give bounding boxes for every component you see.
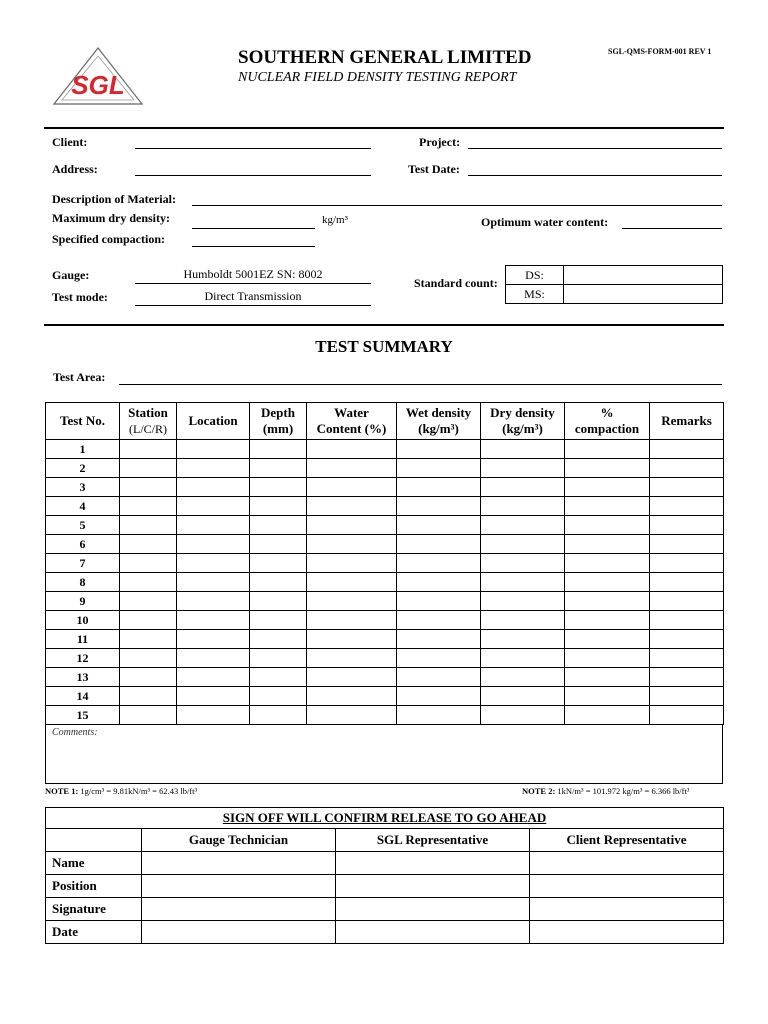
cell-location[interactable] <box>177 687 250 706</box>
cell-dry-density[interactable] <box>481 478 565 497</box>
cell-water-content[interactable] <box>307 497 397 516</box>
cell-water-content[interactable] <box>307 611 397 630</box>
note-2 <box>522 786 689 796</box>
cell-depth[interactable] <box>250 668 307 687</box>
client-field[interactable] <box>135 148 371 149</box>
cell-water-content[interactable] <box>307 592 397 611</box>
cell-dry-density[interactable] <box>481 668 565 687</box>
cell-percent-compaction[interactable] <box>565 459 650 478</box>
signoff-cell[interactable] <box>336 875 530 898</box>
cell-location[interactable] <box>177 592 250 611</box>
cell-water-content[interactable] <box>307 573 397 592</box>
note-1 <box>45 786 197 796</box>
signoff-cell[interactable] <box>530 875 724 898</box>
cell-station[interactable] <box>120 573 177 592</box>
cell-station[interactable] <box>120 440 177 459</box>
cell-dry-density[interactable] <box>481 516 565 535</box>
table-row <box>46 497 724 516</box>
signoff-header-row <box>46 829 724 852</box>
cell-location[interactable] <box>177 535 250 554</box>
cell-remarks[interactable] <box>650 497 724 516</box>
cell-wet-density[interactable] <box>397 459 481 478</box>
cell-dry-density[interactable] <box>481 706 565 725</box>
cell-wet-density[interactable] <box>397 592 481 611</box>
cell-dry-density[interactable] <box>481 459 565 478</box>
cell-percent-compaction[interactable] <box>565 440 650 459</box>
signoff-corner-cell <box>46 829 142 852</box>
cell-wet-density[interactable] <box>397 516 481 535</box>
cell-percent-compaction[interactable] <box>565 573 650 592</box>
cell-percent-compaction[interactable] <box>565 478 650 497</box>
column-header-station <box>120 403 177 440</box>
gauge-value: Humboldt 5001EZ SN: 8002 <box>183 267 323 281</box>
table-row <box>46 535 724 554</box>
row-number: 4 <box>46 497 120 516</box>
column-header-dry-density <box>481 403 565 440</box>
cell-remarks[interactable] <box>650 573 724 592</box>
cell-dry-density[interactable] <box>481 554 565 573</box>
max-dry-density-field[interactable] <box>192 228 315 229</box>
table-row <box>46 573 724 592</box>
cell-remarks[interactable] <box>650 611 724 630</box>
signoff-cell[interactable] <box>530 898 724 921</box>
cell-dry-density[interactable] <box>481 592 565 611</box>
logo-text: SGL <box>71 70 125 100</box>
max-dry-density-unit: kg/m³ <box>322 214 348 226</box>
row-number: 10 <box>46 611 120 630</box>
row-number: 15 <box>46 706 120 725</box>
row-number: 6 <box>46 535 120 554</box>
row-number: 12 <box>46 649 120 668</box>
row-number: 8 <box>46 573 120 592</box>
cell-station[interactable] <box>120 478 177 497</box>
cell-wet-density[interactable] <box>397 687 481 706</box>
column-header-remarks <box>650 403 724 440</box>
column-header-percent-compaction <box>565 403 650 440</box>
test-mode-label: Test mode: <box>52 290 108 304</box>
row-number: 3 <box>46 478 120 497</box>
cell-wet-density[interactable] <box>397 706 481 725</box>
note-1-text: 1g/cm³ = 9.81kN/m³ = 62.43 lb/ft³ <box>80 786 198 796</box>
cell-depth[interactable] <box>250 630 307 649</box>
cell-percent-compaction[interactable] <box>565 611 650 630</box>
cell-remarks[interactable] <box>650 592 724 611</box>
cell-station[interactable] <box>120 535 177 554</box>
cell-dry-density[interactable] <box>481 687 565 706</box>
address-field[interactable] <box>135 175 371 176</box>
column-header-main: Wet density <box>405 405 472 420</box>
cell-depth[interactable] <box>250 573 307 592</box>
test-summary-table <box>45 402 724 725</box>
signoff-cell[interactable] <box>530 852 724 875</box>
column-header-depth <box>250 403 307 440</box>
header-divider <box>44 127 724 129</box>
table-row <box>46 687 724 706</box>
cell-station[interactable] <box>120 592 177 611</box>
cell-depth[interactable] <box>250 592 307 611</box>
cell-percent-compaction[interactable] <box>565 630 650 649</box>
column-header-test-no <box>46 403 120 440</box>
signoff-cell[interactable] <box>336 898 530 921</box>
cell-water-content[interactable] <box>307 478 397 497</box>
section-divider <box>44 324 724 326</box>
form-code: SGL-QMS-FORM-001 REV 1 <box>608 47 712 56</box>
row-number: 9 <box>46 592 120 611</box>
column-header-main: Remarks <box>661 413 712 428</box>
cell-station[interactable] <box>120 516 177 535</box>
optimum-water-label: Optimum water content: <box>481 215 609 229</box>
signoff-cell[interactable] <box>142 852 336 875</box>
cell-water-content[interactable] <box>307 440 397 459</box>
cell-location[interactable] <box>177 497 250 516</box>
note-2-text: 1kN/m³ = 101.972 kg/m³ = 6.366 lb/ft³ <box>557 786 690 796</box>
cell-location[interactable] <box>177 573 250 592</box>
client-label: Client: <box>52 135 88 149</box>
description-field[interactable] <box>192 205 722 206</box>
cell-depth[interactable] <box>250 497 307 516</box>
test-mode-field[interactable] <box>135 305 371 306</box>
column-header-main: Depth <box>261 405 295 420</box>
project-label: Project: <box>419 135 461 149</box>
cell-depth[interactable] <box>250 554 307 573</box>
cell-station[interactable] <box>120 497 177 516</box>
signoff-row <box>46 852 724 875</box>
cell-depth[interactable] <box>250 440 307 459</box>
cell-wet-density[interactable] <box>397 535 481 554</box>
signoff-cell[interactable] <box>142 875 336 898</box>
cell-location[interactable] <box>177 649 250 668</box>
ms-field[interactable] <box>564 285 723 304</box>
cell-water-content[interactable] <box>307 459 397 478</box>
column-header-sub: Content (%) <box>316 421 387 436</box>
cell-dry-density[interactable] <box>481 611 565 630</box>
cell-water-content[interactable] <box>307 687 397 706</box>
description-label: Description of Material: <box>52 192 176 206</box>
cell-percent-compaction[interactable] <box>565 497 650 516</box>
table-row <box>46 649 724 668</box>
cell-dry-density[interactable] <box>481 649 565 668</box>
company-logo <box>52 46 144 106</box>
cell-depth[interactable] <box>250 478 307 497</box>
signoff-table <box>45 807 724 944</box>
cell-depth[interactable] <box>250 706 307 725</box>
cell-dry-density[interactable] <box>481 497 565 516</box>
row-number: 13 <box>46 668 120 687</box>
column-header-sub: (mm) <box>262 421 294 436</box>
cell-wet-density[interactable] <box>397 440 481 459</box>
standard-count-label: Standard count: <box>414 276 498 290</box>
cell-wet-density[interactable] <box>397 478 481 497</box>
cell-percent-compaction[interactable] <box>565 649 650 668</box>
note-1-label: NOTE 1: <box>45 786 79 796</box>
cell-dry-density[interactable] <box>481 630 565 649</box>
cell-remarks[interactable] <box>650 649 724 668</box>
column-header-main: Station <box>128 405 168 420</box>
cell-station[interactable] <box>120 649 177 668</box>
cell-station[interactable] <box>120 554 177 573</box>
signoff-cell[interactable] <box>142 921 336 944</box>
test-area-label: Test Area: <box>53 370 106 384</box>
row-number: 2 <box>46 459 120 478</box>
cell-percent-compaction[interactable] <box>565 668 650 687</box>
row-number: 11 <box>46 630 120 649</box>
table-row <box>46 516 724 535</box>
cell-station[interactable] <box>120 668 177 687</box>
column-header-sub: (L/C/R) <box>129 422 167 436</box>
project-field[interactable] <box>468 148 722 149</box>
cell-location[interactable] <box>177 478 250 497</box>
column-header-sub: compaction <box>574 421 640 436</box>
cell-location[interactable] <box>177 554 250 573</box>
report-title: NUCLEAR FIELD DENSITY TESTING REPORT <box>238 70 517 85</box>
test-date-field[interactable] <box>468 175 722 176</box>
cell-percent-compaction[interactable] <box>565 516 650 535</box>
signoff-column-header: Gauge Technician <box>142 829 336 852</box>
cell-depth[interactable] <box>250 649 307 668</box>
cell-wet-density[interactable] <box>397 668 481 687</box>
column-header-main: Location <box>188 413 238 428</box>
cell-water-content[interactable] <box>307 649 397 668</box>
cell-remarks[interactable] <box>650 706 724 725</box>
cell-dry-density[interactable] <box>481 535 565 554</box>
table-row <box>46 668 724 687</box>
cell-location[interactable] <box>177 459 250 478</box>
cell-percent-compaction[interactable] <box>565 554 650 573</box>
signoff-cell[interactable] <box>336 852 530 875</box>
cell-location[interactable] <box>177 706 250 725</box>
cell-remarks[interactable] <box>650 516 724 535</box>
test-date-label: Test Date: <box>408 162 460 176</box>
column-header-sub: (kg/m³) <box>502 421 543 436</box>
comments-label: Comments: <box>52 727 98 738</box>
cell-remarks[interactable] <box>650 668 724 687</box>
signoff-cell[interactable] <box>336 921 530 944</box>
cell-wet-density[interactable] <box>397 497 481 516</box>
summary-header-row <box>46 403 724 440</box>
cell-dry-density[interactable] <box>481 573 565 592</box>
max-dry-density-label: Maximum dry density: <box>52 211 170 225</box>
table-row <box>46 478 724 497</box>
cell-remarks[interactable] <box>650 459 724 478</box>
cell-remarks[interactable] <box>650 535 724 554</box>
cell-water-content[interactable] <box>307 630 397 649</box>
column-header-water-content <box>307 403 397 440</box>
cell-wet-density[interactable] <box>397 554 481 573</box>
cell-location[interactable] <box>177 516 250 535</box>
optimum-water-field[interactable] <box>622 228 722 229</box>
cell-remarks[interactable] <box>650 554 724 573</box>
cell-depth[interactable] <box>250 535 307 554</box>
ds-label: DS: <box>506 266 564 285</box>
standard-count-table <box>505 265 723 304</box>
table-row <box>46 459 724 478</box>
cell-wet-density[interactable] <box>397 649 481 668</box>
table-row <box>46 554 724 573</box>
table-row <box>46 706 724 725</box>
signoff-title: SIGN OFF WILL CONFIRM RELEASE TO GO AHEAD <box>46 808 724 829</box>
cell-location[interactable] <box>177 440 250 459</box>
test-summary-title: TEST SUMMARY <box>315 337 453 356</box>
cell-remarks[interactable] <box>650 630 724 649</box>
cell-station[interactable] <box>120 630 177 649</box>
signoff-row-label: Position <box>46 875 142 898</box>
cell-depth[interactable] <box>250 611 307 630</box>
cell-water-content[interactable] <box>307 535 397 554</box>
cell-wet-density[interactable] <box>397 573 481 592</box>
cell-depth[interactable] <box>250 687 307 706</box>
cell-remarks[interactable] <box>650 440 724 459</box>
column-header-main: Water <box>334 405 369 420</box>
specified-compaction-label: Specified compaction: <box>52 232 165 246</box>
cell-dry-density[interactable] <box>481 440 565 459</box>
cell-water-content[interactable] <box>307 516 397 535</box>
cell-station[interactable] <box>120 611 177 630</box>
test-area-field[interactable] <box>119 384 722 385</box>
cell-station[interactable] <box>120 687 177 706</box>
signoff-cell[interactable] <box>530 921 724 944</box>
gauge-label: Gauge: <box>52 268 90 282</box>
comments-box[interactable] <box>45 725 723 784</box>
cell-water-content[interactable] <box>307 554 397 573</box>
cell-wet-density[interactable] <box>397 611 481 630</box>
signoff-row-label: Name <box>46 852 142 875</box>
signoff-row <box>46 921 724 944</box>
signoff-cell[interactable] <box>142 898 336 921</box>
row-number: 7 <box>46 554 120 573</box>
test-mode-value: Direct Transmission <box>204 289 302 303</box>
cell-location[interactable] <box>177 668 250 687</box>
signoff-row <box>46 875 724 898</box>
column-header-wet-density <box>397 403 481 440</box>
cell-wet-density[interactable] <box>397 630 481 649</box>
ms-label: MS: <box>506 285 564 304</box>
table-row <box>46 440 724 459</box>
column-header-main: Dry density <box>490 405 555 420</box>
cell-depth[interactable] <box>250 516 307 535</box>
row-number: 14 <box>46 687 120 706</box>
address-label: Address: <box>52 162 98 176</box>
signoff-column-header: SGL Representative <box>336 829 530 852</box>
signoff-row-label: Signature <box>46 898 142 921</box>
column-header-sub: (kg/m³) <box>418 421 459 436</box>
note-2-label: NOTE 2: <box>522 786 556 796</box>
column-header-main: Test No. <box>59 413 106 428</box>
column-header-location <box>177 403 250 440</box>
cell-station[interactable] <box>120 459 177 478</box>
specified-compaction-field[interactable] <box>192 246 315 247</box>
cell-percent-compaction[interactable] <box>565 592 650 611</box>
cell-water-content[interactable] <box>307 668 397 687</box>
signoff-row-label: Date <box>46 921 142 944</box>
row-number: 1 <box>46 440 120 459</box>
cell-remarks[interactable] <box>650 478 724 497</box>
cell-station[interactable] <box>120 706 177 725</box>
table-row <box>46 630 724 649</box>
cell-location[interactable] <box>177 611 250 630</box>
table-row <box>46 611 724 630</box>
cell-depth[interactable] <box>250 459 307 478</box>
cell-percent-compaction[interactable] <box>565 687 650 706</box>
row-number: 5 <box>46 516 120 535</box>
gauge-field[interactable] <box>135 283 371 284</box>
cell-remarks[interactable] <box>650 687 724 706</box>
ds-field[interactable] <box>564 266 723 285</box>
logo-triangle-icon <box>52 46 144 106</box>
cell-location[interactable] <box>177 630 250 649</box>
cell-water-content[interactable] <box>307 706 397 725</box>
signoff-column-header: Client Representative <box>530 829 724 852</box>
table-row <box>46 592 724 611</box>
company-name: SOUTHERN GENERAL LIMITED <box>238 47 532 68</box>
signoff-row <box>46 898 724 921</box>
cell-percent-compaction[interactable] <box>565 535 650 554</box>
cell-percent-compaction[interactable] <box>565 706 650 725</box>
column-header-main: % <box>600 405 614 420</box>
